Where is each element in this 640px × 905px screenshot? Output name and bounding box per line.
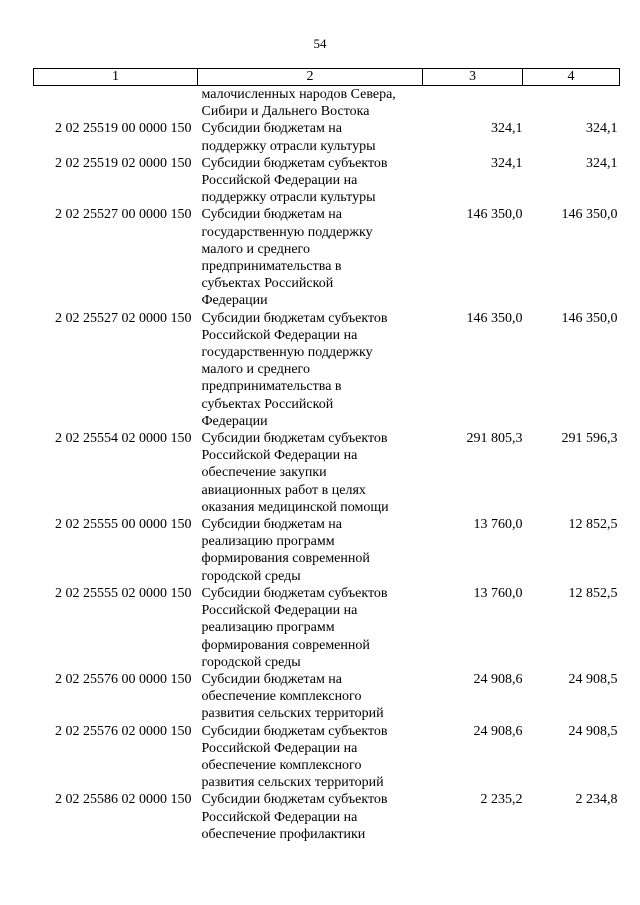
description-line: развития сельских территорий — [201, 706, 384, 722]
classification-code: 2 02 25527 02 0000 150 — [55, 310, 192, 326]
description-line: Субсидии бюджетам субъектов — [201, 792, 388, 808]
description-line: Российской Федерации на — [201, 740, 358, 756]
continuation-code-cell — [34, 86, 198, 121]
amount-col-3: 146 350,0 — [466, 207, 523, 223]
description-line: Субсидии бюджетам на — [201, 517, 343, 533]
amount-col-3: 24 908,6 — [473, 723, 523, 739]
row-description — [198, 671, 423, 723]
header-row — [34, 69, 620, 86]
row-description — [198, 430, 423, 516]
description-line: государственную поддержку — [201, 345, 373, 361]
continuation-col4-cell — [523, 86, 620, 121]
budget-table — [33, 68, 620, 843]
classification-code: 2 02 25519 00 0000 150 — [55, 121, 192, 137]
classification-code: 2 02 25519 02 0000 150 — [55, 155, 192, 171]
continuation-line: Сибири и Дальнего Востока — [201, 104, 370, 120]
table-row — [34, 671, 620, 723]
description-line: городской среды — [201, 568, 301, 584]
description-line: Субсидии бюджетам субъектов — [201, 310, 388, 326]
classification-code: 2 02 25554 02 0000 150 — [55, 431, 192, 447]
header-col-2: 2 — [198, 69, 423, 86]
row-description — [198, 155, 423, 207]
amount-col-4: 2 234,8 — [575, 792, 618, 808]
amount-col-4: 12 852,5 — [568, 517, 618, 533]
amount-col-4: 24 908,5 — [568, 671, 618, 687]
description-line: формирования современной — [201, 551, 370, 567]
table-row — [34, 120, 620, 154]
amount-col-4: 12 852,5 — [568, 585, 618, 601]
description-line: Субсидии бюджетам на — [201, 207, 343, 223]
row-description — [198, 120, 423, 154]
description-line: малого и среднего — [201, 241, 310, 257]
description-line: обеспечение комплексного — [201, 689, 362, 705]
description-line: субъектах Российской — [201, 396, 334, 412]
description-line: оказания медицинской помощи — [201, 499, 389, 515]
amount-col-3: 13 760,0 — [473, 517, 523, 533]
description-line: Российской Федерации на — [201, 809, 358, 825]
row-description — [198, 723, 423, 792]
amount-col-3: 13 760,0 — [473, 585, 523, 601]
table-row — [34, 791, 620, 843]
description-line: субъектах Российской — [201, 276, 334, 292]
classification-code: 2 02 25527 00 0000 150 — [55, 207, 192, 223]
header-col-1: 1 — [34, 69, 198, 86]
amount-col-4: 324,1 — [586, 155, 618, 171]
page-number: 54 — [313, 36, 327, 51]
description-line: авиационных работ в целях — [201, 482, 366, 498]
description-line: Субсидии бюджетам субъектов — [201, 431, 388, 447]
description-line: малого и среднего — [201, 362, 310, 378]
description-line: Субсидии бюджетам на — [201, 671, 343, 687]
row-description — [198, 310, 423, 430]
description-line: Субсидии бюджетам субъектов — [201, 723, 388, 739]
description-line: Федерации — [201, 293, 268, 309]
table-row — [34, 310, 620, 430]
table-row — [34, 516, 620, 585]
amount-col-3: 324,1 — [491, 121, 523, 137]
row-description — [198, 585, 423, 671]
description-line: Российской Федерации на — [201, 173, 358, 189]
description-line: предпринимательства в — [201, 379, 342, 395]
description-line: предпринимательства в — [201, 259, 342, 275]
amount-col-3: 2 235,2 — [480, 792, 523, 808]
description-line: развития сельских территорий — [201, 775, 384, 791]
continuation-description — [198, 86, 423, 121]
classification-code: 2 02 25576 02 0000 150 — [55, 723, 192, 739]
description-line: Российской Федерации на — [201, 327, 358, 343]
amount-col-4: 146 350,0 — [561, 310, 618, 326]
amount-col-4: 291 596,3 — [561, 431, 618, 447]
description-line: Федерации — [201, 413, 268, 429]
table-row — [34, 723, 620, 792]
description-line: обеспечение профилактики — [201, 826, 366, 842]
description-line: Субсидии бюджетам субъектов — [201, 585, 388, 601]
table-row — [34, 206, 620, 309]
table-row — [34, 585, 620, 671]
row-description — [198, 791, 423, 843]
description-line: Российской Федерации на — [201, 603, 358, 619]
description-line: городской среды — [201, 654, 301, 670]
amount-col-3: 24 908,6 — [473, 671, 523, 687]
description-line: реализацию программ — [201, 620, 335, 636]
table-row — [34, 155, 620, 207]
classification-code: 2 02 25586 02 0000 150 — [55, 792, 192, 808]
description-line: обеспечение комплексного — [201, 757, 362, 773]
table-body — [34, 86, 620, 843]
classification-code: 2 02 25576 00 0000 150 — [55, 671, 192, 687]
amount-col-3: 291 805,3 — [466, 431, 523, 447]
row-description — [198, 206, 423, 309]
header-col-3: 3 — [423, 69, 523, 86]
classification-code: 2 02 25555 00 0000 150 — [55, 517, 192, 533]
header-col-4: 4 — [523, 69, 620, 86]
row-description — [198, 516, 423, 585]
description-line: обеспечение закупки — [201, 465, 327, 481]
description-line: реализацию программ — [201, 534, 335, 550]
description-line: Российской Федерации на — [201, 448, 358, 464]
amount-col-4: 24 908,5 — [568, 723, 618, 739]
amount-col-4: 146 350,0 — [561, 207, 618, 223]
continuation-col3-cell — [423, 86, 523, 121]
description-line: поддержку отрасли культуры — [201, 138, 376, 154]
table-row — [34, 430, 620, 516]
amount-col-3: 146 350,0 — [466, 310, 523, 326]
amount-col-3: 324,1 — [491, 155, 523, 171]
description-line: формирования современной — [201, 637, 370, 653]
description-line: государственную поддержку — [201, 224, 373, 240]
amount-col-4: 324,1 — [586, 121, 618, 137]
classification-code: 2 02 25555 02 0000 150 — [55, 585, 192, 601]
description-line: поддержку отрасли культуры — [201, 190, 376, 206]
continuation-line: малочисленных народов Севера, — [201, 87, 396, 102]
description-line: Субсидии бюджетам на — [201, 121, 343, 137]
description-line: Субсидии бюджетам субъектов — [201, 155, 388, 171]
continuation-row — [34, 86, 620, 121]
